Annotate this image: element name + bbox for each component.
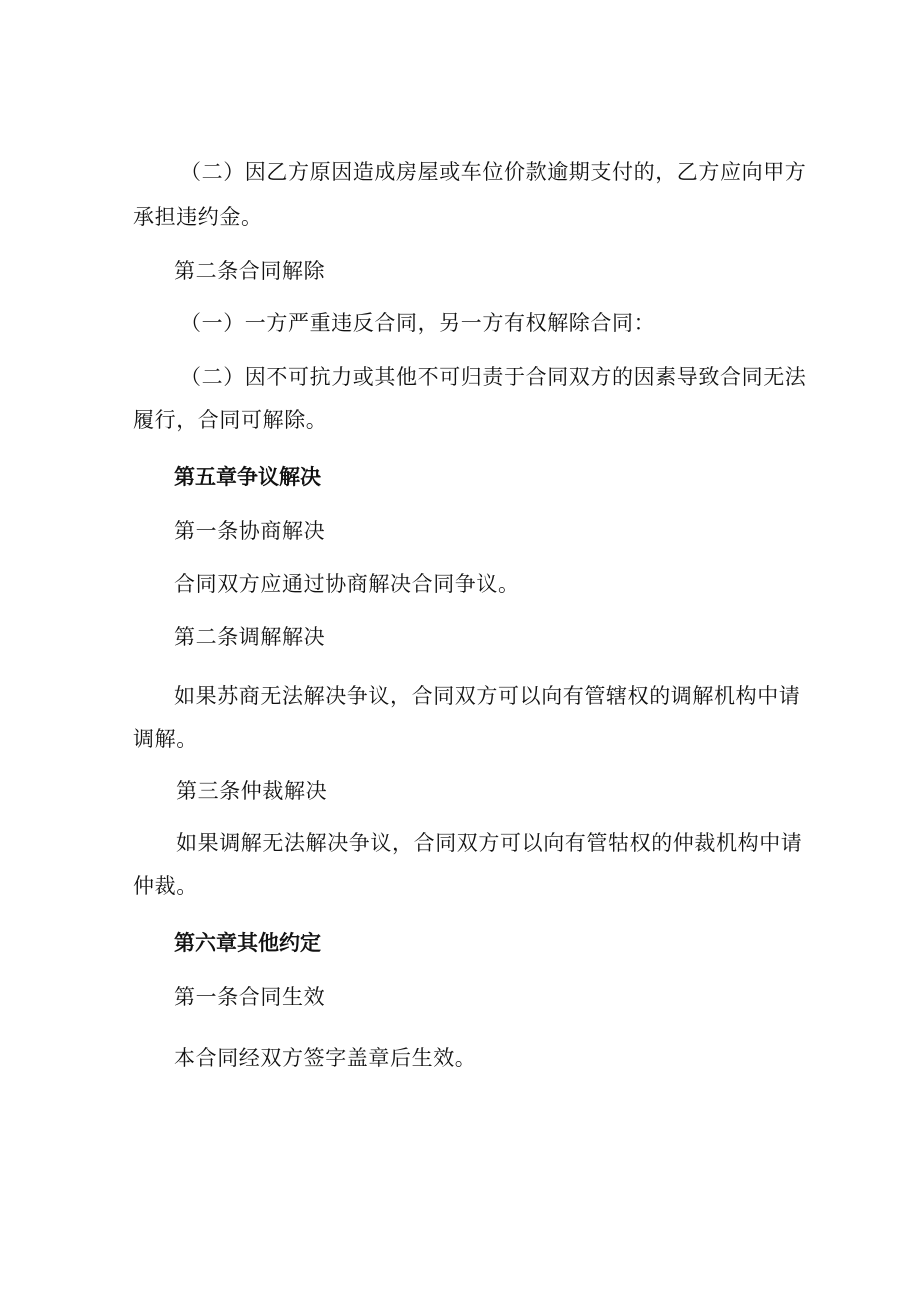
chapter-five-heading: 第五章争议解决 bbox=[174, 465, 321, 489]
paragraph-negotiation: 合同双方应通过协商解决合同争议。 bbox=[174, 572, 520, 596]
article-arbitration-title: 第三条仲裁解决 bbox=[176, 779, 328, 803]
chapter-six-heading: 第六章其他约定 bbox=[174, 931, 321, 955]
paragraph-effectiveness: 本合同经双方签字盖章后生效。 bbox=[174, 1046, 477, 1070]
paragraph-mediation-line2: 调解。 bbox=[133, 727, 198, 751]
paragraph-termination-clause-2-line1: （二）因不可抗力或其他不可归责于合同双方的因素导致合同无法 bbox=[180, 365, 807, 389]
paragraph-overdue-payment-line2: 承担违约金。 bbox=[133, 205, 263, 229]
paragraph-overdue-payment-line1: （二）因乙方原因造成房屋或车位价款逾期支付的，乙方应向甲方 bbox=[180, 160, 807, 184]
paragraph-arbitration-line2: 仲裁。 bbox=[133, 874, 198, 898]
paragraph-mediation-line1: 如果苏商无法解决争议，合同双方可以向有管辖权的调解机构中请 bbox=[174, 684, 801, 708]
article-mediation-title: 第二条调解解决 bbox=[174, 625, 326, 649]
paragraph-termination-clause-1: （一）一方严重违反合同，另一方有权解除合同： bbox=[180, 311, 656, 335]
paragraph-termination-clause-2-line2: 履行，合同可解除。 bbox=[133, 408, 328, 432]
article-negotiation-title: 第一条协商解决 bbox=[174, 519, 326, 543]
paragraph-arbitration-line1: 如果调解无法解决争议，合同双方可以向有管牯权的仲裁机构中请 bbox=[176, 831, 803, 855]
article-contract-termination-title: 第二条合同解除 bbox=[174, 259, 326, 283]
article-effectiveness-title: 第一条合同生效 bbox=[174, 985, 326, 1009]
